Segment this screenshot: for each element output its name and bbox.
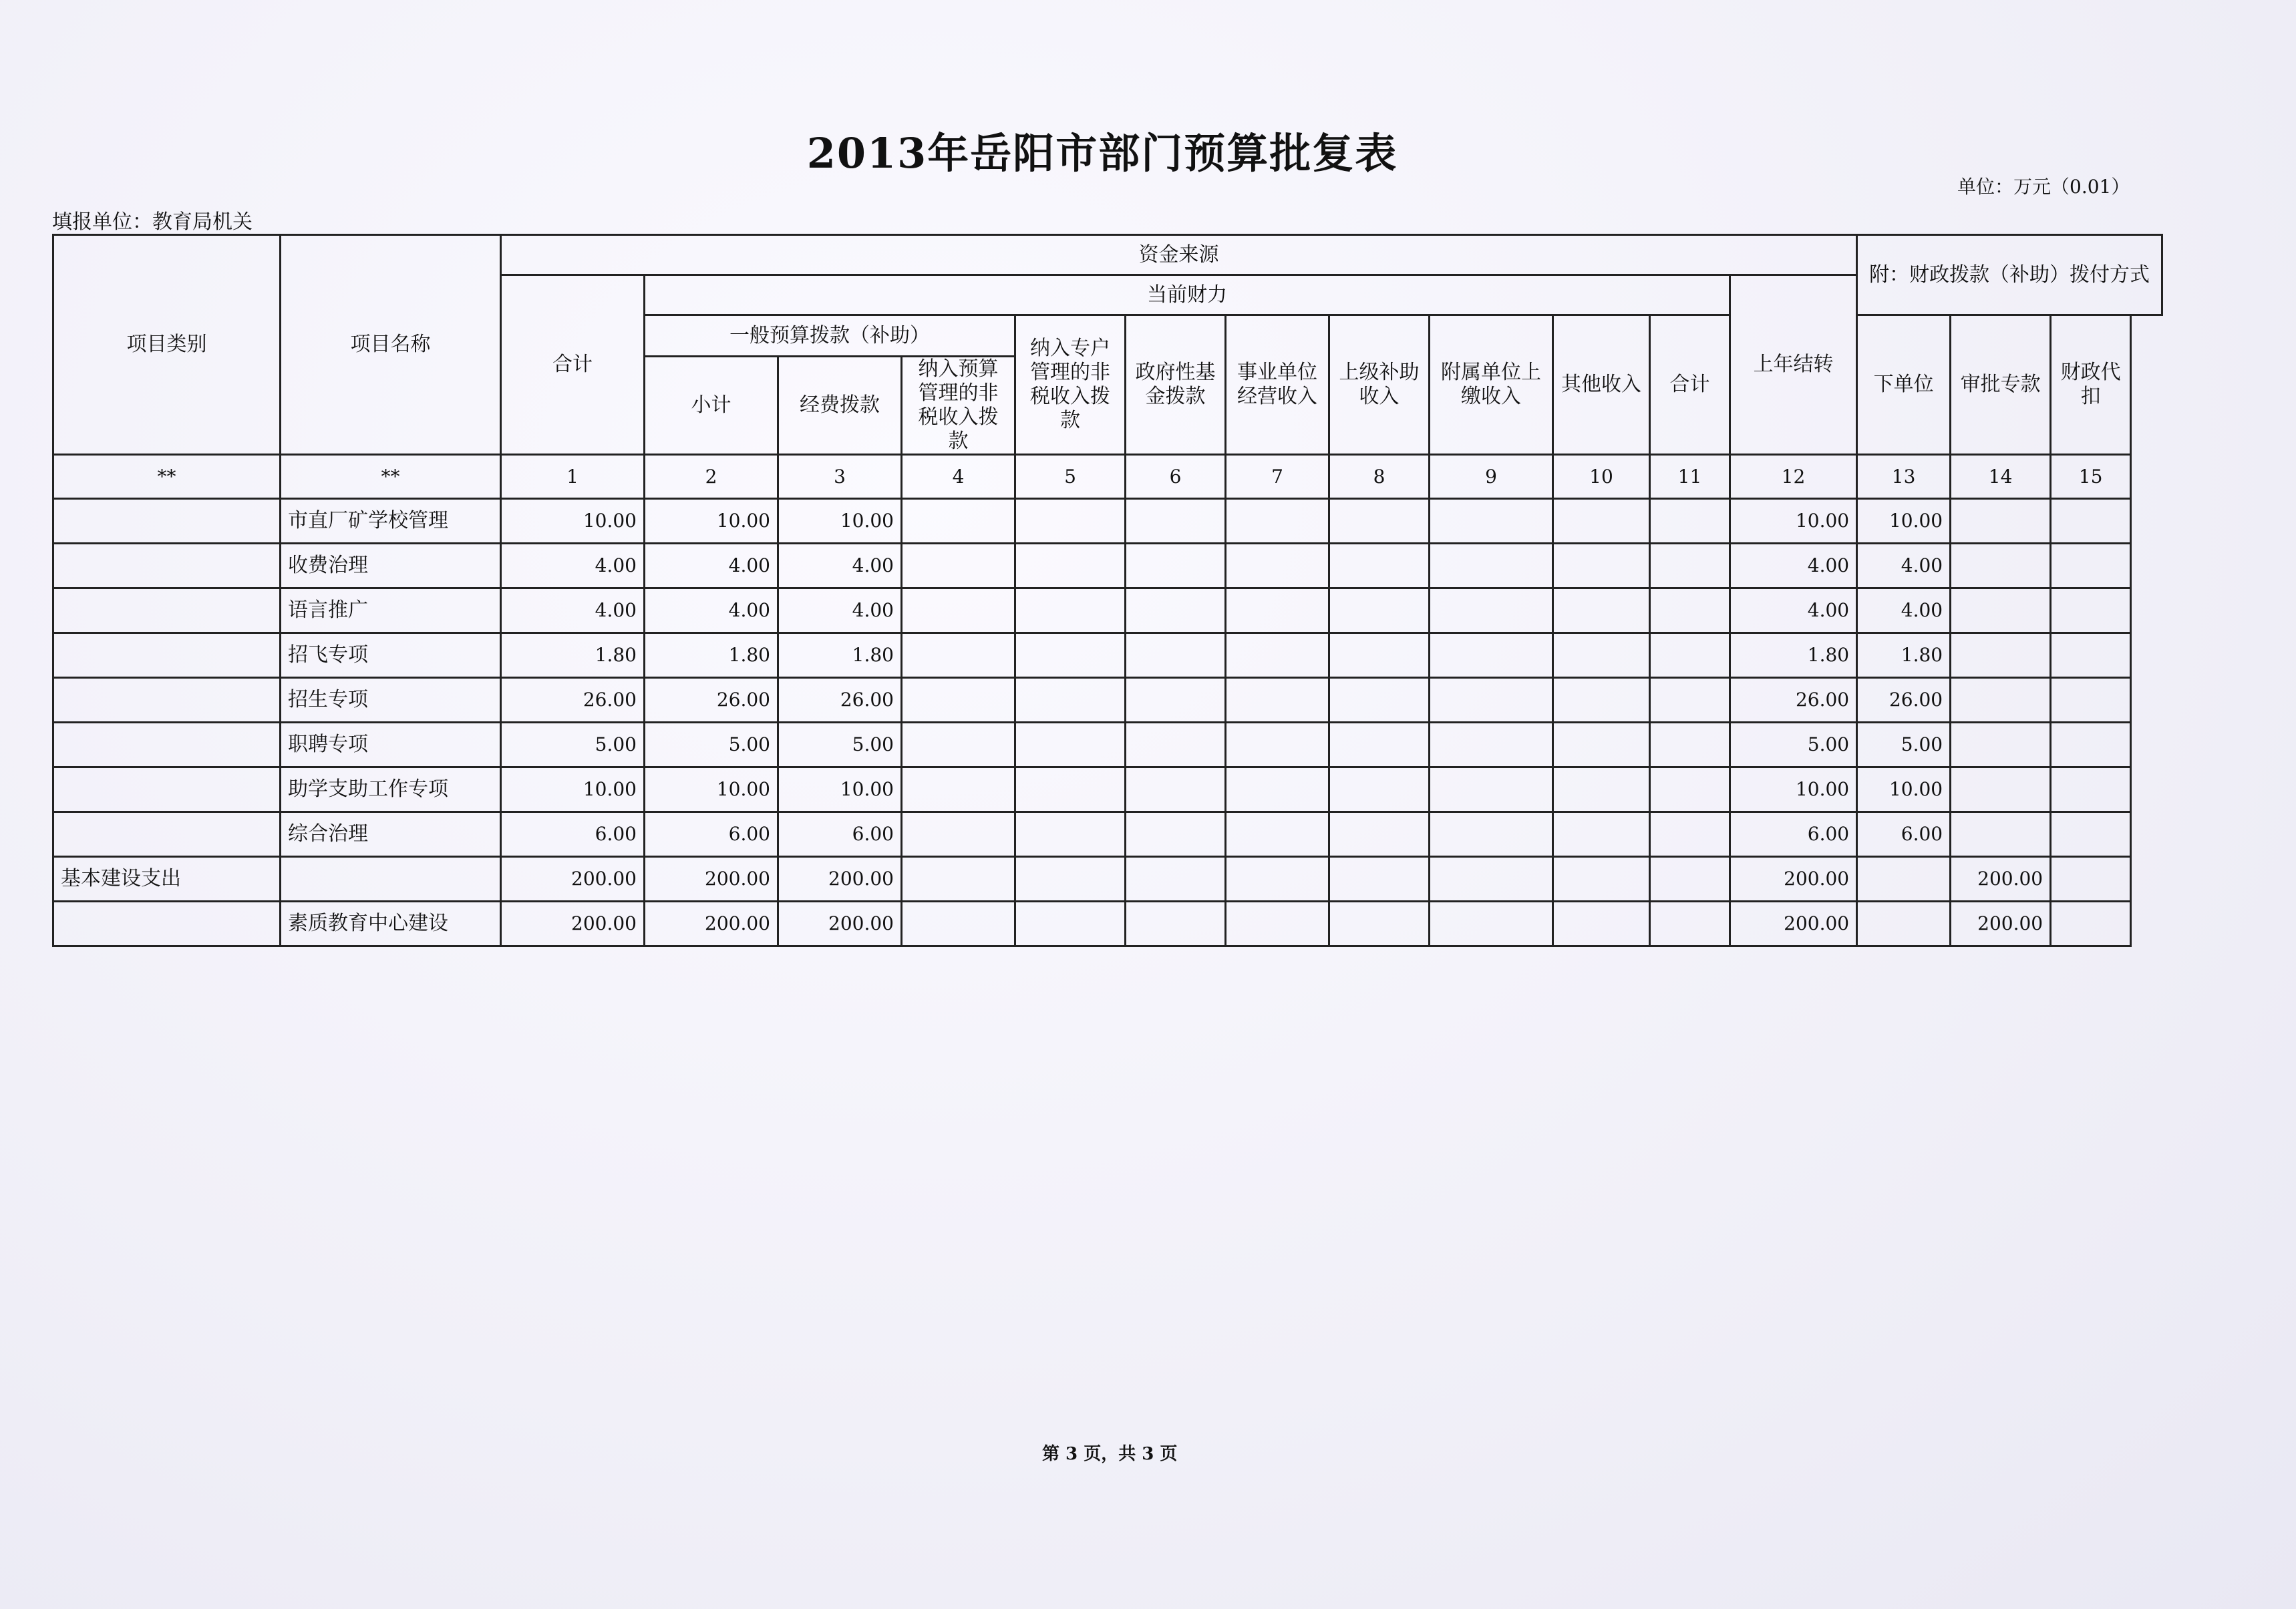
amount-cell <box>2051 588 2131 633</box>
amount-cell <box>1650 902 1730 946</box>
project-name-cell <box>281 857 501 902</box>
amount-cell <box>1226 544 1329 588</box>
amount-cell: 10.00 <box>1857 767 1951 812</box>
amount-cell: 10.00 <box>1730 767 1857 812</box>
header-subtotal: 小计 <box>645 357 778 455</box>
index-cell: 5 <box>1015 455 1126 499</box>
amount-cell <box>1226 857 1329 902</box>
category-cell: 基本建设支出 <box>53 857 281 902</box>
category-cell <box>53 678 281 723</box>
index-cell: 11 <box>1650 455 1730 499</box>
amount-cell <box>1126 857 1226 902</box>
category-cell <box>53 499 281 544</box>
project-name-cell: 综合治理 <box>281 812 501 857</box>
amount-cell: 4.00 <box>501 588 645 633</box>
amount-cell <box>1650 678 1730 723</box>
table-row <box>53 767 2162 812</box>
amount-cell <box>902 678 1015 723</box>
amount-cell <box>1650 857 1730 902</box>
header-general: 一般预算拨款（补助） <box>645 315 1015 357</box>
amount-cell <box>902 633 1015 678</box>
amount-cell <box>1329 812 1430 857</box>
amount-cell <box>1951 723 2051 767</box>
amount-cell: 5.00 <box>778 723 902 767</box>
amount-cell <box>1951 767 2051 812</box>
amount-cell <box>1430 588 1553 633</box>
header-name: 项目名称 <box>281 235 501 455</box>
amount-cell: 200.00 <box>778 902 902 946</box>
amount-cell <box>1430 499 1553 544</box>
amount-cell: 200.00 <box>1730 902 1857 946</box>
amount-cell <box>1015 857 1126 902</box>
amount-cell <box>1430 767 1553 812</box>
amount-cell: 4.00 <box>778 544 902 588</box>
amount-cell <box>1951 588 2051 633</box>
amount-cell <box>1650 633 1730 678</box>
amount-cell <box>1329 857 1430 902</box>
category-cell <box>53 633 281 678</box>
amount-cell: 6.00 <box>778 812 902 857</box>
filler-unit-label: 填报单位：教育局机关 <box>52 210 253 234</box>
amount-cell: 1.80 <box>778 633 902 678</box>
index-cell: 14 <box>1951 455 2051 499</box>
amount-cell <box>1430 544 1553 588</box>
amount-cell: 4.00 <box>645 544 778 588</box>
amount-cell: 4.00 <box>501 544 645 588</box>
amount-cell: 200.00 <box>1951 902 2051 946</box>
header-gov-fund: 政府性基金拨款 <box>1126 315 1226 455</box>
amount-cell: 10.00 <box>1857 499 1951 544</box>
amount-cell: 10.00 <box>778 767 902 812</box>
index-cell: ** <box>53 455 281 499</box>
amount-cell <box>2051 723 2131 767</box>
amount-cell: 200.00 <box>778 857 902 902</box>
amount-cell <box>1430 633 1553 678</box>
page-title: 2013年岳阳市部门预算批复表 <box>806 129 1398 178</box>
amount-cell <box>1329 723 1430 767</box>
amount-cell <box>2051 544 2131 588</box>
header-business: 事业单位经营收入 <box>1226 315 1329 455</box>
header-operating: 经费拨款 <box>778 357 902 455</box>
amount-cell: 4.00 <box>1857 544 1951 588</box>
amount-cell <box>1126 633 1226 678</box>
amount-cell: 200.00 <box>501 857 645 902</box>
unit-label: 单位：万元（0.01） <box>1957 176 2130 198</box>
amount-cell <box>1553 857 1650 902</box>
amount-cell <box>1329 499 1430 544</box>
amount-cell: 6.00 <box>1857 812 1951 857</box>
amount-cell <box>1650 499 1730 544</box>
amount-cell: 1.80 <box>645 633 778 678</box>
amount-cell <box>1951 544 2051 588</box>
header-superior: 上级补助收入 <box>1329 315 1430 455</box>
amount-cell: 5.00 <box>1730 723 1857 767</box>
amount-cell: 200.00 <box>645 902 778 946</box>
index-cell: 10 <box>1553 455 1650 499</box>
amount-cell <box>1951 678 2051 723</box>
amount-cell: 4.00 <box>1730 588 1857 633</box>
amount-cell <box>1126 678 1226 723</box>
amount-cell <box>1430 812 1553 857</box>
amount-cell <box>1015 633 1126 678</box>
amount-cell <box>1553 633 1650 678</box>
amount-cell: 26.00 <box>645 678 778 723</box>
index-cell: 15 <box>2051 455 2131 499</box>
project-name-cell: 市直厂矿学校管理 <box>281 499 501 544</box>
amount-cell: 4.00 <box>1730 544 1857 588</box>
amount-cell <box>1126 544 1226 588</box>
amount-cell <box>1553 544 1650 588</box>
header-category: 项目类别 <box>53 235 281 455</box>
amount-cell: 26.00 <box>1730 678 1857 723</box>
amount-cell <box>1329 678 1430 723</box>
amount-cell: 5.00 <box>645 723 778 767</box>
project-name-cell: 招飞专项 <box>281 633 501 678</box>
header-other: 其他收入 <box>1553 315 1650 455</box>
header-funds-source: 资金来源 <box>501 235 1857 275</box>
amount-cell <box>1015 767 1126 812</box>
amount-cell <box>1015 812 1126 857</box>
amount-cell: 10.00 <box>501 499 645 544</box>
page-number: 第 3 页，共 3 页 <box>1042 1444 1178 1464</box>
index-cell: 1 <box>501 455 645 499</box>
amount-cell <box>1650 812 1730 857</box>
table-row <box>53 633 2162 678</box>
amount-cell <box>1226 812 1329 857</box>
amount-cell <box>1329 633 1430 678</box>
amount-cell <box>902 588 1015 633</box>
amount-cell <box>1951 499 2051 544</box>
amount-cell <box>1553 588 1650 633</box>
amount-cell <box>1650 588 1730 633</box>
header-att-total: 合计 <box>1650 315 1730 455</box>
amount-cell <box>1951 633 2051 678</box>
header-nontax-budget: 纳入预算管理的非税收入拨款 <box>902 357 1015 455</box>
table-row <box>53 812 2162 857</box>
amount-cell <box>1553 902 1650 946</box>
amount-cell <box>1553 678 1650 723</box>
amount-cell <box>1126 499 1226 544</box>
amount-cell: 200.00 <box>1730 857 1857 902</box>
index-cell: ** <box>281 455 501 499</box>
header-special-approval: 审批专款 <box>1951 315 2051 455</box>
amount-cell: 200.00 <box>501 902 645 946</box>
index-cell: 6 <box>1126 455 1226 499</box>
project-name-cell: 收费治理 <box>281 544 501 588</box>
header-affiliate: 附属单位上缴收入 <box>1430 315 1553 455</box>
amount-cell <box>902 499 1015 544</box>
amount-cell: 1.80 <box>1857 633 1951 678</box>
amount-cell <box>2051 857 2131 902</box>
amount-cell <box>2051 499 2131 544</box>
category-cell <box>53 902 281 946</box>
index-cell: 13 <box>1857 455 1951 499</box>
amount-cell <box>1126 812 1226 857</box>
amount-cell: 10.00 <box>645 499 778 544</box>
amount-cell <box>902 812 1015 857</box>
amount-cell: 200.00 <box>1951 857 2051 902</box>
amount-cell <box>1226 678 1329 723</box>
header-total: 合计 <box>501 275 645 455</box>
amount-cell <box>1015 678 1126 723</box>
amount-cell: 10.00 <box>501 767 645 812</box>
amount-cell <box>1857 902 1951 946</box>
amount-cell <box>1126 902 1226 946</box>
index-row <box>53 455 2162 499</box>
amount-cell <box>2051 767 2131 812</box>
amount-cell <box>1430 902 1553 946</box>
amount-cell <box>1329 902 1430 946</box>
amount-cell <box>1126 723 1226 767</box>
amount-cell <box>1329 544 1430 588</box>
index-cell: 12 <box>1730 455 1857 499</box>
amount-cell <box>902 767 1015 812</box>
header-carryover: 上年结转 <box>1730 275 1857 455</box>
budget-table <box>52 234 2163 947</box>
amount-cell <box>1430 857 1553 902</box>
table-row <box>53 723 2162 767</box>
amount-cell: 5.00 <box>1857 723 1951 767</box>
project-name-cell: 招生专项 <box>281 678 501 723</box>
index-cell: 2 <box>645 455 778 499</box>
amount-cell: 4.00 <box>645 588 778 633</box>
amount-cell <box>1329 767 1430 812</box>
amount-cell: 26.00 <box>778 678 902 723</box>
table-body <box>53 499 2162 946</box>
amount-cell: 4.00 <box>1857 588 1951 633</box>
amount-cell: 1.80 <box>1730 633 1857 678</box>
amount-cell <box>1553 723 1650 767</box>
index-cell: 9 <box>1430 455 1553 499</box>
amount-cell <box>1126 588 1226 633</box>
amount-cell <box>1226 588 1329 633</box>
amount-cell <box>1015 499 1126 544</box>
amount-cell <box>1553 499 1650 544</box>
amount-cell <box>902 544 1015 588</box>
amount-cell: 26.00 <box>1857 678 1951 723</box>
header-attached: 附：财政拨款（补助）拨付方式 <box>1857 235 2162 315</box>
amount-cell <box>1226 902 1329 946</box>
header-lower-unit: 下单位 <box>1857 315 1951 455</box>
amount-cell: 4.00 <box>778 588 902 633</box>
amount-cell: 10.00 <box>645 767 778 812</box>
index-cell: 3 <box>778 455 902 499</box>
index-cell: 8 <box>1329 455 1430 499</box>
amount-cell <box>1553 767 1650 812</box>
amount-cell: 5.00 <box>501 723 645 767</box>
amount-cell: 200.00 <box>645 857 778 902</box>
amount-cell <box>1015 588 1126 633</box>
amount-cell <box>1126 767 1226 812</box>
amount-cell <box>1430 723 1553 767</box>
amount-cell <box>1553 812 1650 857</box>
amount-cell <box>902 723 1015 767</box>
amount-cell: 26.00 <box>501 678 645 723</box>
amount-cell <box>1015 902 1126 946</box>
table-row <box>53 499 2162 544</box>
header-special-account: 纳入专户管理的非税收入拨款 <box>1015 315 1126 455</box>
table-row <box>53 902 2162 946</box>
header-current: 当前财力 <box>645 275 1730 315</box>
amount-cell: 6.00 <box>501 812 645 857</box>
project-name-cell: 职聘专项 <box>281 723 501 767</box>
amount-cell <box>2051 902 2131 946</box>
project-name-cell: 素质教育中心建设 <box>281 902 501 946</box>
amount-cell <box>1650 544 1730 588</box>
project-name-cell: 助学支助工作专项 <box>281 767 501 812</box>
amount-cell <box>1015 544 1126 588</box>
amount-cell: 1.80 <box>501 633 645 678</box>
amount-cell: 10.00 <box>1730 499 1857 544</box>
amount-cell <box>1226 767 1329 812</box>
amount-cell <box>1650 767 1730 812</box>
amount-cell <box>902 857 1015 902</box>
amount-cell <box>902 902 1015 946</box>
amount-cell: 6.00 <box>645 812 778 857</box>
amount-cell <box>1650 723 1730 767</box>
amount-cell <box>1951 812 2051 857</box>
amount-cell <box>1329 588 1430 633</box>
category-cell <box>53 767 281 812</box>
category-cell <box>53 544 281 588</box>
amount-cell: 6.00 <box>1730 812 1857 857</box>
amount-cell <box>1226 499 1329 544</box>
amount-cell <box>1226 633 1329 678</box>
table-row <box>53 857 2162 902</box>
table-row <box>53 678 2162 723</box>
header-fiscal-deduct: 财政代扣 <box>2051 315 2131 455</box>
amount-cell <box>1857 857 1951 902</box>
amount-cell <box>1015 723 1126 767</box>
amount-cell <box>1226 723 1329 767</box>
amount-cell: 10.00 <box>778 499 902 544</box>
index-cell: 4 <box>902 455 1015 499</box>
table-row <box>53 588 2162 633</box>
index-cell: 7 <box>1226 455 1329 499</box>
amount-cell <box>2051 633 2131 678</box>
category-cell <box>53 723 281 767</box>
amount-cell <box>2051 678 2131 723</box>
category-cell <box>53 588 281 633</box>
project-name-cell: 语言推广 <box>281 588 501 633</box>
category-cell <box>53 812 281 857</box>
amount-cell <box>2051 812 2131 857</box>
amount-cell <box>1430 678 1553 723</box>
table-row <box>53 544 2162 588</box>
